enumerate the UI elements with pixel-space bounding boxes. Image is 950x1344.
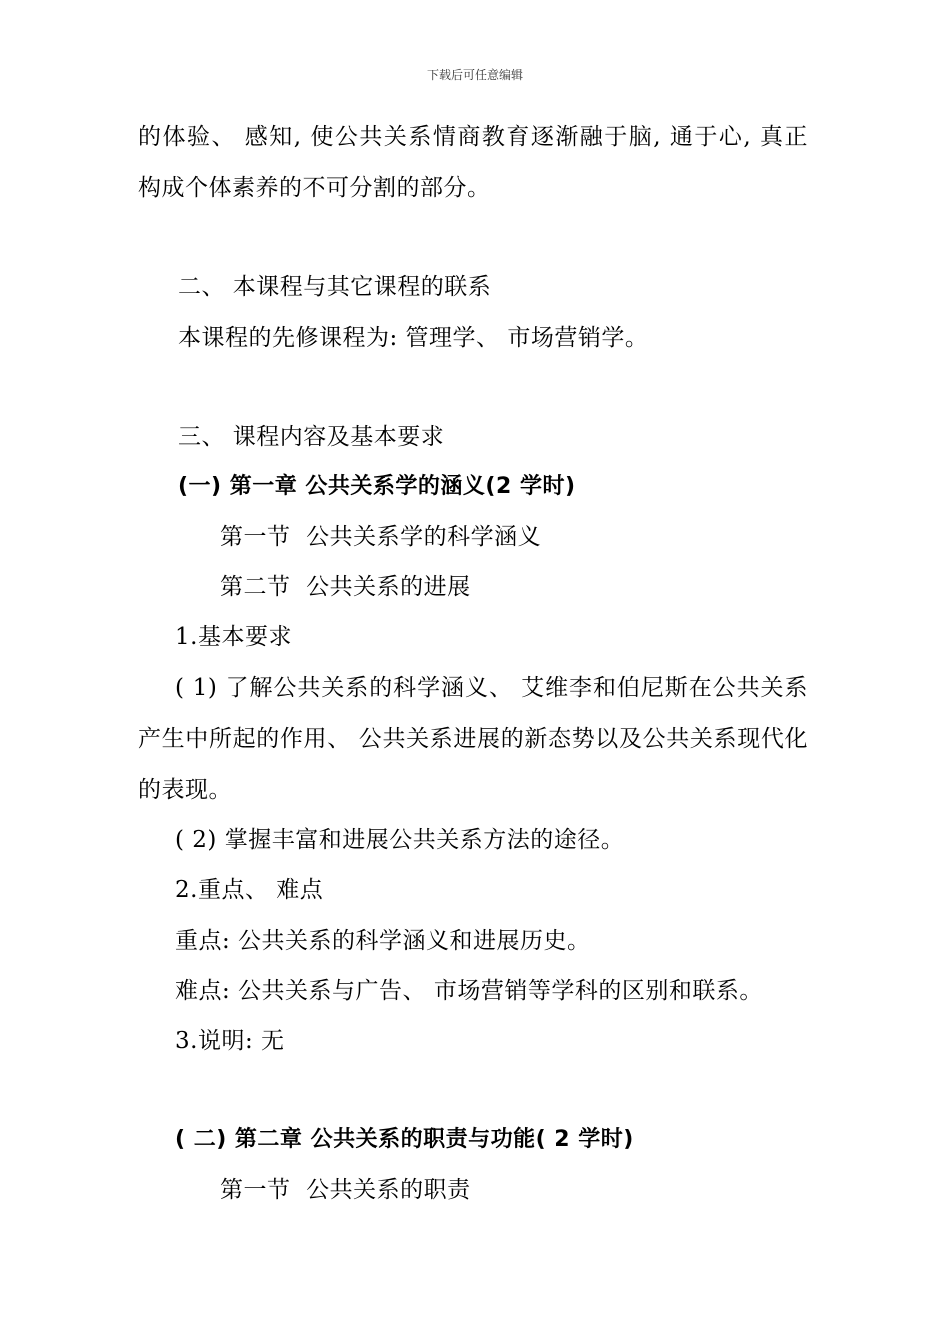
key-points-heading: 2.重点、 难点 (175, 877, 324, 903)
requirement-1-line-2: 产生中所起的作用、 公共关系进展的新态势以及公共关系现代化 (138, 726, 808, 752)
chapter-1-section-1: 第一节 公共关系学的科学涵义 (220, 524, 542, 550)
section-heading-3: 三、 课程内容及基本要求 (178, 424, 445, 450)
chapter-1-heading: (一) 第一章 公共关系学的涵义(2 学时) (178, 474, 576, 499)
prerequisite-text: 本课程的先修课程为: 管理学、 市场营销学。 (178, 325, 649, 351)
chapter-1-section-2: 第二节 公共关系的进展 (220, 574, 471, 600)
chapter-2-section-1: 第一节 公共关系的职责 (220, 1177, 471, 1203)
difficult-point-text: 难点: 公共关系与广告、 市场营销等学科的区别和联系。 (175, 978, 763, 1004)
note-text: 3.说明: 无 (175, 1028, 285, 1054)
requirement-1-line-3: 的表现。 (138, 777, 232, 803)
page-header-watermark: 下载后可任意编辑 (426, 68, 523, 82)
chapter-2-heading: ( 二) 第二章 公共关系的职责与功能( 2 学时) (175, 1127, 634, 1152)
key-point-text: 重点: 公共关系的科学涵义和进展历史。 (175, 928, 591, 954)
section-heading-2: 二、 本课程与其它课程的联系 (178, 274, 492, 300)
basic-requirements-heading: 1.基本要求 (175, 624, 292, 650)
requirement-2: ( 2) 掌握丰富和进展公共关系方法的途径。 (175, 827, 625, 853)
paragraph-line-1: 的体验、 感知, 使公共关系情商教育逐渐融于脑, 通于心, 真正 (138, 124, 808, 150)
requirement-1-line-1: ( 1) 了解公共关系的科学涵义、 艾维李和伯尼斯在公共关系 (175, 675, 808, 701)
paragraph-line-2: 构成个体素养的不可分割的部分。 (138, 175, 491, 201)
